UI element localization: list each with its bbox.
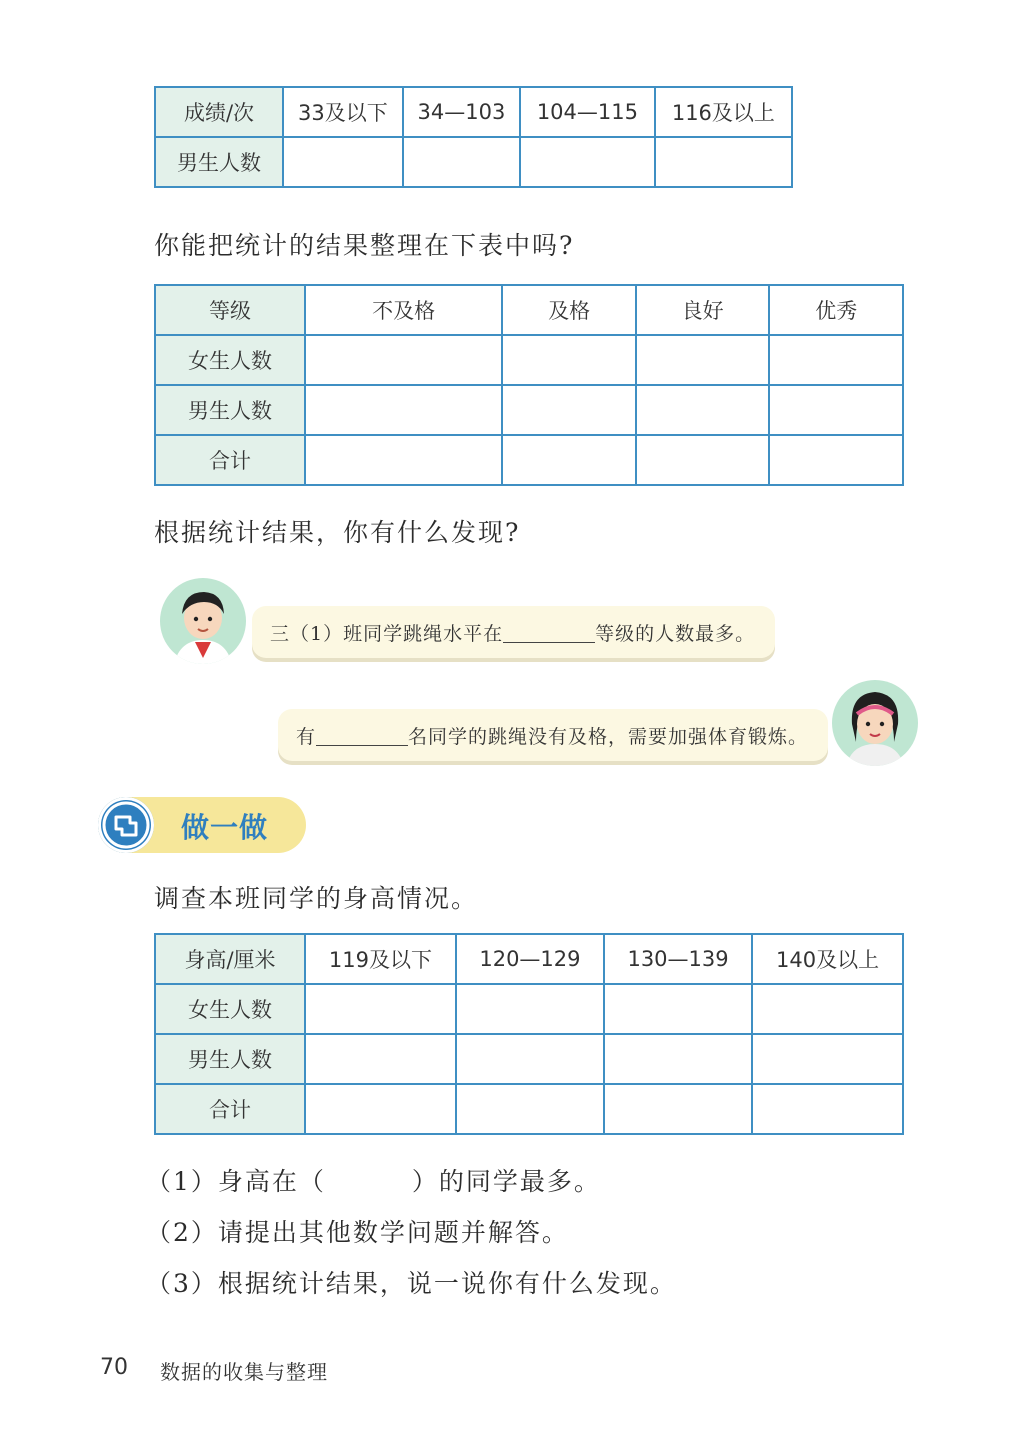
table-header-cell: 33及以下: [283, 87, 403, 137]
table-cell[interactable]: [769, 385, 903, 435]
table-header-cell: 119及以下: [305, 934, 456, 984]
table-cell[interactable]: [305, 385, 502, 435]
table-cell[interactable]: [456, 1084, 604, 1134]
table-header-cell: 120—129: [456, 934, 604, 984]
table-cell[interactable]: [636, 385, 770, 435]
question-item: [146, 1213, 569, 1249]
table-cell[interactable]: [769, 435, 903, 485]
table-header-cell: 130—139: [604, 934, 752, 984]
table-cell[interactable]: [752, 1034, 903, 1084]
table-header-cell: 及格: [502, 285, 636, 335]
question-number: （2）: [146, 1218, 218, 1247]
question-1: 你能把统计的结果整理在下表中吗?: [154, 231, 575, 260]
row-label: 男生人数: [155, 1034, 305, 1084]
table-cell[interactable]: [520, 137, 655, 187]
question-text: 请提出其他数学问题并解答。: [217, 1218, 569, 1247]
bubble-text: 名同学的跳绳没有及格，需要加强体育锻炼。: [408, 725, 809, 748]
page-number: 70: [100, 1355, 128, 1380]
speech-bubble-boy: [252, 606, 775, 658]
table-cell[interactable]: [604, 1084, 752, 1134]
height-table: [154, 933, 904, 1135]
table-cell[interactable]: [305, 984, 456, 1034]
table-cell[interactable]: [502, 335, 636, 385]
table-cell[interactable]: [636, 335, 770, 385]
table-header-cell: 良好: [636, 285, 770, 335]
table-cell[interactable]: [502, 435, 636, 485]
table-cell[interactable]: [604, 984, 752, 1034]
row-label: 女生人数: [155, 984, 305, 1034]
bubble-text: 三（1）班同学跳绳水平在: [270, 622, 504, 645]
table-header-cell: 104—115: [520, 87, 655, 137]
table-header-cell: 116及以上: [655, 87, 792, 137]
table-cell[interactable]: [502, 385, 636, 435]
hands-on-icon: [98, 797, 154, 853]
table-cell[interactable]: [456, 984, 604, 1034]
boy-avatar: [160, 578, 246, 664]
question-item: [146, 1264, 677, 1300]
question-text: 身高在（: [217, 1167, 326, 1196]
chapter-title: 数据的收集与整理: [160, 1360, 328, 1384]
grade-table: [154, 284, 904, 486]
table-cell[interactable]: [456, 1034, 604, 1084]
question-2: 根据统计结果，你有什么发现?: [154, 518, 521, 547]
question-item: [146, 1162, 601, 1198]
table-cell[interactable]: [604, 1034, 752, 1084]
question-text: 根据统计结果，说一说你有什么发现。: [217, 1269, 677, 1298]
table-cell[interactable]: [769, 335, 903, 385]
table-header-cell: 34—103: [403, 87, 520, 137]
task-text: 调查本班同学的身高情况。: [154, 884, 479, 913]
table-header-cell: 不及格: [305, 285, 502, 335]
question-text: ）的同学最多。: [411, 1167, 601, 1196]
section-title: 做一做: [181, 811, 269, 844]
speech-bubble-girl: [278, 709, 828, 761]
table-cell[interactable]: [305, 1034, 456, 1084]
table-cell[interactable]: [305, 335, 502, 385]
girl-avatar: [832, 680, 918, 766]
row-label: 合计: [155, 435, 305, 485]
table-cell[interactable]: [283, 137, 403, 187]
table-cell[interactable]: [636, 435, 770, 485]
table-cell[interactable]: [752, 984, 903, 1034]
question-number: （1）: [146, 1167, 218, 1196]
bubble-text: 等级的人数最多。: [595, 622, 756, 645]
row-label: 男生人数: [155, 385, 305, 435]
table-header-cell: 优秀: [769, 285, 903, 335]
table-header-cell: 成绩/次: [155, 87, 283, 137]
score-table: [154, 86, 793, 188]
table-cell[interactable]: [305, 435, 502, 485]
table-header-cell: 140及以上: [752, 934, 903, 984]
table-cell[interactable]: [403, 137, 520, 187]
row-label: 男生人数: [155, 137, 283, 187]
bubble-text: 有: [296, 725, 317, 748]
table-cell[interactable]: [655, 137, 792, 187]
row-label: 合计: [155, 1084, 305, 1134]
table-cell[interactable]: [752, 1084, 903, 1134]
question-number: （3）: [146, 1269, 218, 1298]
table-header-cell: 等级: [155, 285, 305, 335]
answer-blank[interactable]: [316, 725, 408, 746]
row-label: 女生人数: [155, 335, 305, 385]
table-header-cell: 身高/厘米: [155, 934, 305, 984]
table-cell[interactable]: [305, 1084, 456, 1134]
answer-blank[interactable]: [503, 622, 595, 643]
